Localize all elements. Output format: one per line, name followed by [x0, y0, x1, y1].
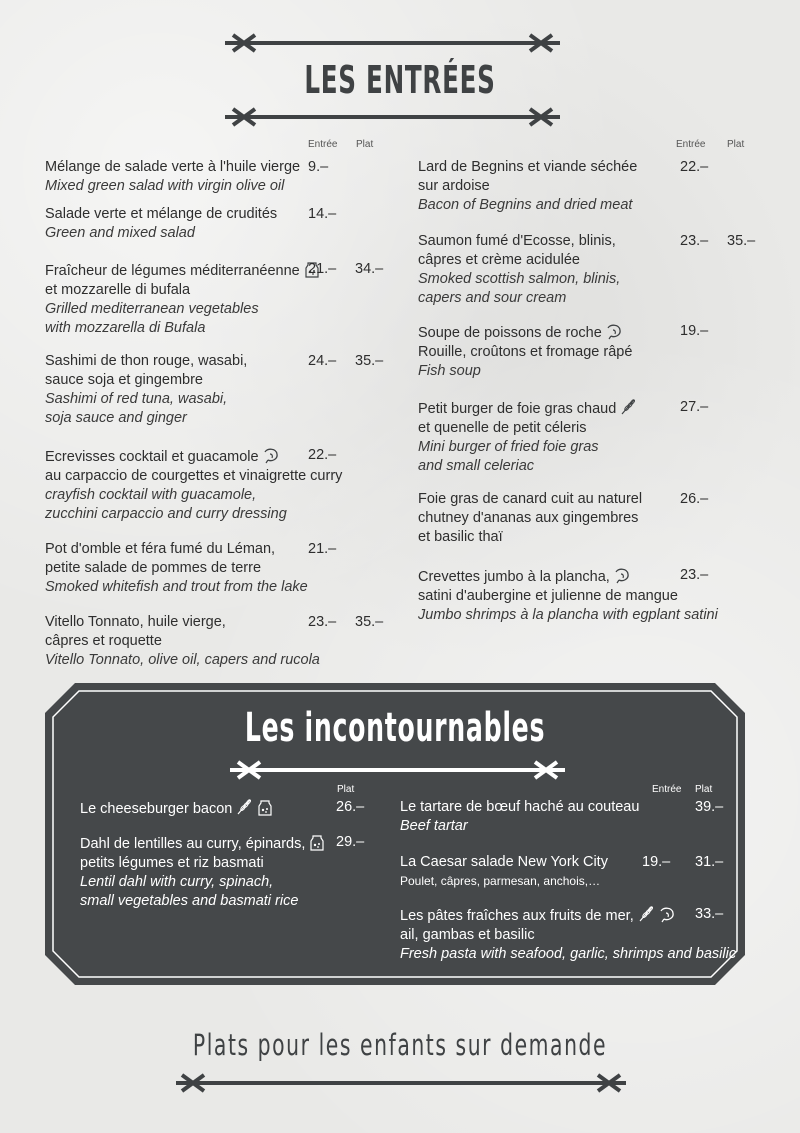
dish-name-line: Soupe de poissons de roche — [418, 322, 632, 343]
price-plat: 35.– — [727, 233, 756, 249]
price-plat: 35.– — [355, 353, 384, 369]
price-plat: 39.– — [695, 799, 724, 815]
dish-translation-line: soja sauce and ginger — [45, 410, 187, 426]
col-header-entree-left: Entrée — [308, 139, 338, 150]
dish-name-line: Dahl de lentilles au curry, épinards, — [80, 833, 326, 854]
dish-name-line: petite salade de pommes de terre — [45, 560, 262, 576]
dish-translation-line: Fish soup — [418, 363, 481, 379]
price-entree: 21.– — [308, 261, 337, 277]
shrimp-icon — [613, 566, 631, 584]
dish-name-line: Lard de Begnins et viande séchée — [418, 159, 638, 175]
panel-col-header-plat-right: Plat — [695, 784, 713, 795]
dish-translation-line: Sashimi of red tuna, wasabi, — [45, 391, 228, 407]
dish-name-line: et basilic thaï — [418, 529, 503, 545]
dish-translation-line: Jumbo shrimps à la plancha with egplant satini — [418, 607, 718, 623]
dish-name-line: et quenelle de petit céleris — [418, 420, 587, 436]
menu-item — [418, 398, 637, 476]
dish-name-line: ail, gambas et basilic — [400, 927, 535, 943]
dish-name-line: Mélange de salade verte à l'huile vierge — [45, 159, 301, 175]
menu-item — [418, 490, 642, 547]
menu-item — [45, 352, 247, 428]
col-header-entree-right: Entrée — [676, 139, 706, 150]
dish-translation-line: Beef tartar — [400, 818, 468, 834]
dish-name-line: satini d'aubergine et julienne de mangue — [418, 588, 678, 604]
col-header-plat-left: Plat — [356, 139, 374, 150]
dish-name-line: Ecrevisses cocktail et guacamole — [45, 446, 342, 467]
price-entree: 26.– — [680, 491, 709, 507]
dish-name-line: Les pâtes fraîches aux fruits de mer, — [400, 905, 736, 926]
dish-name-line: chutney d'ananas aux gingembres — [418, 510, 639, 526]
dish-name-line: câpres et crème acidulée — [418, 252, 580, 268]
dish-translation-line: Lentil dahl with curry, spinach, — [80, 874, 274, 890]
shrimp-icon — [658, 905, 676, 923]
wheat-icon — [637, 905, 655, 923]
dish-translation-line: Mixed green salad with virgin olive oil — [45, 178, 285, 194]
price-entree: 23.– — [680, 233, 709, 249]
dish-name-line: Foie gras de canard cuit au naturel — [418, 491, 643, 507]
dish-translation-line: Grilled mediterranean vegetables — [45, 301, 259, 317]
col-header-plat-right: Plat — [727, 139, 745, 150]
dish-translation-line: Fresh pasta with seafood, garlic, shrimps and basilic — [400, 946, 737, 962]
footer-kids-note: Plats pour les enfants sur demande — [192, 1028, 608, 1062]
wheat-icon — [619, 398, 637, 416]
menu-item — [45, 158, 300, 196]
dish-translation-line: Vitello Tonnato, olive oil, capers and rucola — [45, 652, 320, 668]
dish-translation-line: with mozzarella di Bufala — [45, 320, 206, 336]
price-entree: 22.– — [680, 159, 709, 175]
milk-icon — [308, 833, 326, 851]
dish-name-line: Vitello Tonnato, huile vierge, — [45, 614, 226, 630]
section-title-entrees: LES ENTRÉES — [304, 58, 496, 102]
menu-item — [418, 158, 637, 215]
dish-name-line: Pot d'omble et féra fumé du Léman, — [45, 541, 276, 557]
menu-item — [400, 798, 639, 836]
price-entree: 23.– — [680, 567, 709, 583]
panel-col-header-plat-left: Plat — [337, 784, 355, 795]
dish-name-line: Petit burger de foie gras chaud — [418, 398, 637, 419]
price-entree: 24.– — [308, 353, 337, 369]
price-plat: 31.– — [695, 854, 724, 870]
dish-name-line: sur ardoise — [418, 178, 490, 194]
price-plat: 34.– — [355, 261, 384, 277]
dish-name-line: Sashimi de thon rouge, wasabi, — [45, 353, 248, 369]
dish-name-line: au carpaccio de courgettes et vinaigrette curry — [45, 468, 343, 484]
menu-item — [45, 446, 342, 524]
price-plat: 26.– — [336, 799, 365, 815]
dish-translation-line: capers and sour cream — [418, 290, 567, 306]
menu-item — [45, 260, 321, 338]
dish-name-line: Le cheeseburger bacon — [80, 798, 274, 819]
dish-name-line: sauce soja et gingembre — [45, 372, 203, 388]
dish-translation-line: Mini burger of fried foie gras — [418, 439, 599, 455]
shrimp-icon — [262, 446, 280, 464]
menu-item — [418, 232, 620, 308]
menu-item — [45, 205, 277, 243]
dish-translation-line: zucchini carpaccio and curry dressing — [45, 506, 287, 522]
divider-bottom — [176, 1073, 626, 1095]
dish-name-line: et mozzarelle di bufala — [45, 282, 191, 298]
price-entree: 9.– — [308, 159, 329, 175]
dish-details: Poulet, câpres, parmesan, anchois,… — [400, 874, 601, 888]
price-entree: 27.– — [680, 399, 709, 415]
milk-icon — [256, 798, 274, 816]
price-plat: 33.– — [695, 906, 724, 922]
divider-top-lower — [225, 107, 560, 129]
dish-name-line: câpres et roquette — [45, 633, 162, 649]
divider-top-upper — [225, 33, 560, 55]
panel-col-header-entree-right: Entrée — [652, 784, 682, 795]
menu-item — [80, 833, 326, 911]
dish-translation-line: and small celeriac — [418, 458, 535, 474]
price-plat: 29.– — [336, 834, 365, 850]
dish-translation-line: Bacon of Begnins and dried meat — [418, 197, 633, 213]
dish-name-line: Rouille, croûtons et fromage râpé — [418, 344, 633, 360]
dish-name-line: Fraîcheur de légumes méditerranéenne — [45, 260, 321, 281]
price-entree: 22.– — [308, 447, 337, 463]
divider-panel — [230, 760, 565, 782]
dish-translation-line: Smoked scottish salmon, blinis, — [418, 271, 621, 287]
menu-item — [418, 566, 718, 625]
dish-name-line: Saumon fumé d'Ecosse, blinis, — [418, 233, 616, 249]
dish-translation-line: small vegetables and basmati rice — [80, 893, 299, 909]
menu-item — [400, 905, 736, 964]
price-entree: 19.– — [680, 323, 709, 339]
dish-translation-line: Green and mixed salad — [45, 225, 195, 241]
dish-translation-line: crayfish cocktail with guacamole, — [45, 487, 257, 503]
shrimp-icon — [605, 322, 623, 340]
price-entree: 19.– — [642, 854, 671, 870]
dish-translation-line: Smoked whitefish and trout from the lake — [45, 579, 308, 595]
menu-item — [80, 798, 274, 819]
price-entree: 21.– — [308, 541, 337, 557]
section-title-incontournables: Les incontournables — [244, 705, 546, 751]
dish-name-line: Salade verte et mélange de crudités — [45, 206, 278, 222]
price-entree: 23.– — [308, 614, 337, 630]
wheat-icon — [235, 798, 253, 816]
menu-item — [45, 613, 320, 670]
dish-name-line: La Caesar salade New York City — [400, 854, 608, 870]
menu-item — [400, 853, 608, 891]
menu-item — [418, 322, 632, 381]
menu-item — [45, 540, 308, 597]
price-entree: 14.– — [308, 206, 337, 222]
dish-name-line: Le tartare de bœuf haché au couteau — [400, 799, 640, 815]
incontournables-panel — [45, 683, 745, 985]
dish-name-line: Crevettes jumbo à la plancha, — [418, 566, 718, 587]
price-plat: 35.– — [355, 614, 384, 630]
dish-name-line: petits légumes et riz basmati — [80, 855, 264, 871]
